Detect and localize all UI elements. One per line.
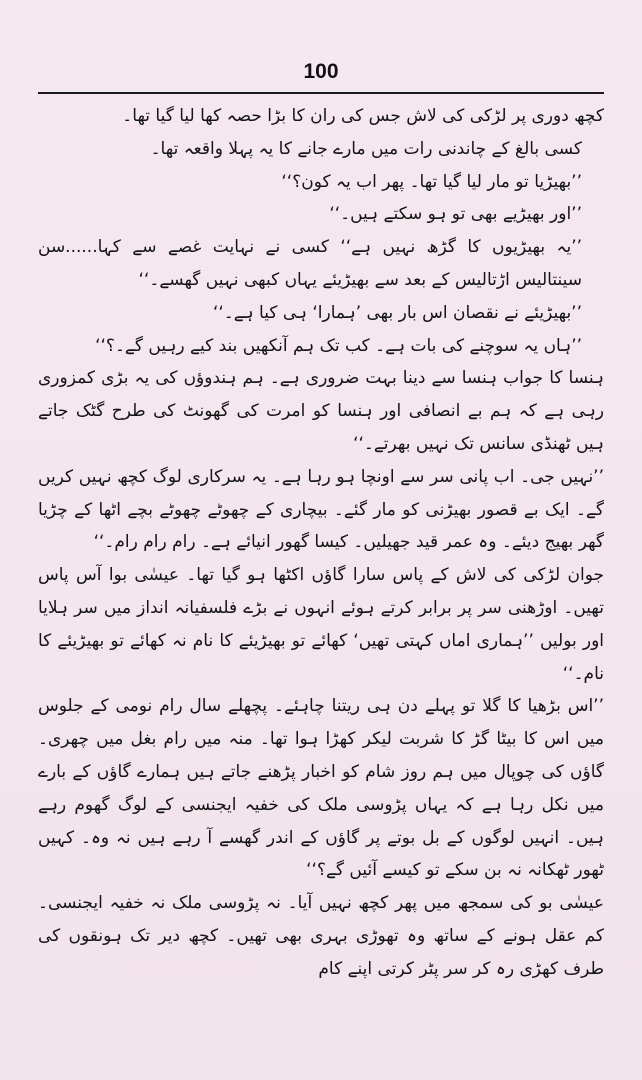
paragraph: کسی بالغ کے چاندنی رات میں مارے جانے کا یہ پہلا واقعہ تھا۔ — [150, 138, 582, 159]
paragraph: ہنسا کا جواب ہنسا سے دینا بہت ضروری ہے۔ ہم ہندوؤں کی یہ بڑی کمزوری رہی ہے کہ ہم بے انصافی اور ہنسا کو امرت کی گھونٹ کی طرح گٹک جاتے ہیں ٹھنڈی سانس تک نہیں بھرتے۔‘‘ — [38, 368, 604, 454]
paragraph: ’’نہیں جی۔ اب پانی سر سے اونچا ہو رہا ہے۔ یہ سرکاری لوگ کچھ نہیں کریں گے۔ ایک بے قصور بھیڑنی کو مار گئے۔ بیچاری کے چھوٹے چھوٹے بچے اٹھا کے چڑیا گھر بھیج دیئے۔ وہ عمر قید جھیلیں۔ کیسا گھور انیائے ہے۔ رام رام رام۔‘‘ — [38, 466, 604, 553]
header-rule — [38, 92, 604, 94]
paragraph: ’’یہ بھیڑیوں کا گڑھ نہیں ہے‘‘ کسی نے نہایت غصے سے کہا......سن سینتالیس اڑتالیس کے بعد سے بھیڑیئے یہاں کبھی نہیں گھسے۔‘‘ — [38, 237, 582, 290]
paragraph: ’’اس بڑھیا کا گلا تو پہلے دن ہی ریتنا چاہئے۔ پچھلے سال رام نومی کے جلوس میں اس کا بیٹا گڑ کا شربت لیکر کھڑا ہوا تھا۔ منہ میں رام بغل میں چھری۔ گاؤں کی چوپال میں ہم روز شام کو اخبار پڑھنے جاتے ہیں ہمارے گاؤں کے بارے میں نکل رہا ہے کہ یہاں پڑوسی ملک کی خفیہ ایجنسی کے لوگ گھوم رہے ہیں۔ انہیں لوگوں کے بل بوتے پر گاؤں کے اندر گھسے آ رہے ہیں نہ وہ۔ کہیں ٹھور ٹھکانہ نہ بن سکے تو کیسے آئیں گے؟‘‘ — [38, 696, 604, 881]
paragraph: ’’بھیڑیا تو مار لیا گیا تھا۔ پھر اب یہ کون؟‘‘ — [281, 171, 582, 192]
paragraph: کچھ دوری پر لڑکی کی لاش جس کی ران کا بڑا حصہ کھا لیا گیا تھا۔ — [122, 106, 604, 126]
page-number: 100 — [303, 60, 339, 83]
paragraph: جوان لڑکی کی لاش کے پاس سارا گاؤں اکٹھا ہو گیا تھا۔ عیسٰی بوا آس پاس تھیں۔ اوڑھنی سر پر برابر کرتے ہوئے انہوں نے بڑے فلسفیانہ انداز میں سر ہلایا اور بولیں ’’ہماری اماں کہتی تھیں‘ کھائے تو بھیڑیئے کا نام نہ کھائے تو بھیڑیئے کا نام۔‘‘ — [38, 565, 604, 684]
paragraph: ’’ہاں یہ سوچنے کی بات ہے۔ کب تک ہم آنکھیں بند کیے رہیں گے۔؟‘‘ — [95, 335, 582, 356]
body-text — [38, 100, 604, 986]
paragraph: عیسٰی بو کی سمجھ میں پھر کچھ نہیں آیا۔ نہ پڑوسی ملک نہ خفیہ ایجنسی۔ کم عقل ہونے کے ساتھ وہ تھوڑی بہری بھی تھیں۔ کچھ دیر تک ہونقوں کی طرف کھڑی رہ کر سر پٹر کرتی اپنے کام — [38, 893, 604, 979]
paragraph: ’’بھیڑیئے نے نقصان اس بار بھی ’ہمارا‘ ہی کیا ہے۔‘‘ — [212, 302, 582, 323]
paragraph: ’’اور بھیڑیے بھی تو ہو سکتے ہیں۔‘‘ — [329, 204, 582, 225]
